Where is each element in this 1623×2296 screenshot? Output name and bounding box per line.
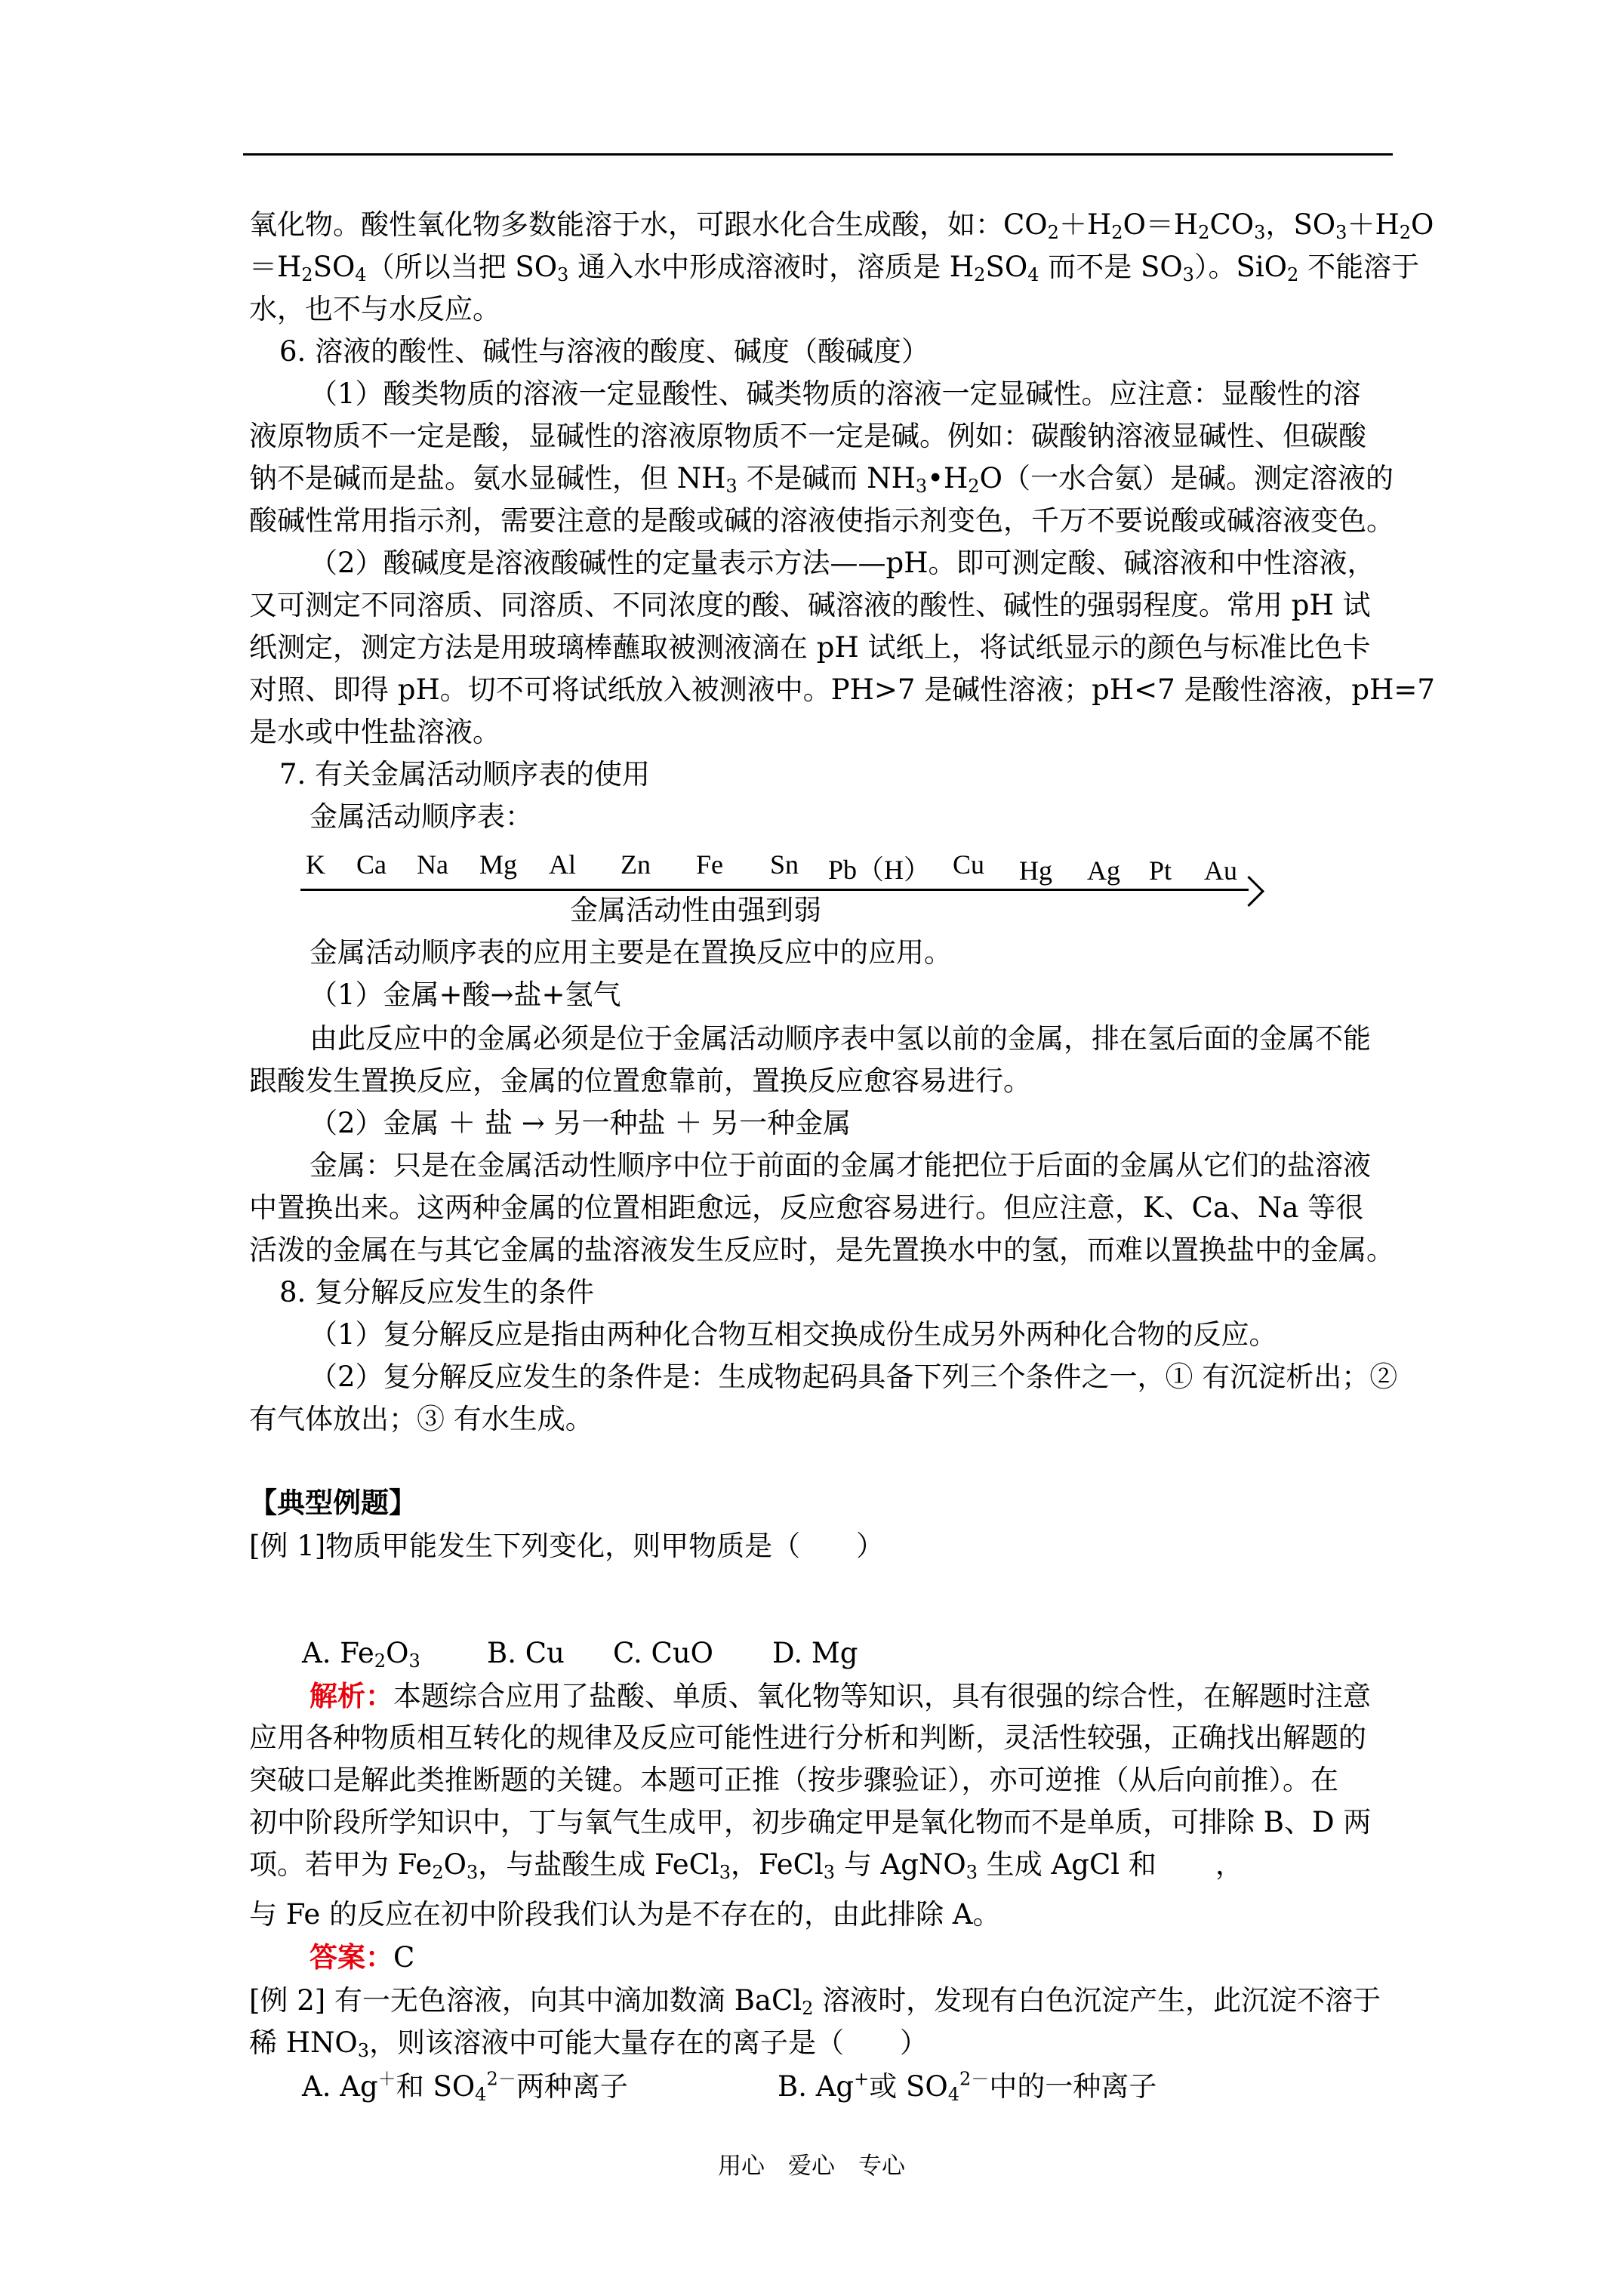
option-a: A. $Fe_2O_3$ (302, 1637, 420, 1672)
text-line: 有气体放出；③ 有水生成。 (249, 1403, 593, 1435)
text-line: 金属活动顺序表的应用主要是在置换反应中的应用。 (310, 936, 952, 969)
answer-line: 答案：C (310, 1940, 415, 1974)
text-line: （1）复分解反应是指由两种化合物互相交换成份生成另外两种化合物的反应。 (310, 1318, 1277, 1351)
option-b: B. Ag+或 $SO_4^{2-}$中的一种离子 (778, 2068, 1157, 2105)
section-heading: 8. 复分解反应发生的条件 (279, 1276, 595, 1308)
metal-label: Mg (479, 849, 518, 880)
metal-label: K (306, 849, 325, 880)
text-line: 由此反应中的金属必须是位于金属活动顺序表中氢以前的金属，排在氢后面的金属不能 (310, 1022, 1371, 1055)
text-line: 金属活动顺序表： (310, 800, 533, 833)
analysis-label: 解析： (310, 1679, 393, 1712)
text-line: 中置换出来。这两种金属的位置相距愈远，反应愈容易进行。但应注意，K、Ca、Na 等很 (249, 1191, 1364, 1224)
examples-title: 【典型例题】 (249, 1486, 417, 1519)
text-line: （2）复分解反应发生的条件是：生成物起码具备下列三个条件之一，① 有沉淀析出；② (310, 1361, 1398, 1393)
text-line: 突破口是解此类推断题的关键。本题可正推（按步骤验证），亦可逆推（从后向前推）。在 (249, 1764, 1338, 1796)
metal-label: Ca (356, 849, 387, 880)
option-a: A. Ag＋和 $SO_4^{2-}$两种离子 (302, 2068, 628, 2105)
text-line: 解析：本题综合应用了盐酸、单质、氧化物等知识，具有很强的综合性，在解题时注意 (310, 1679, 1371, 1712)
text-line: （2）酸碱度是溶液酸碱性的定量表示方法——pH。即可测定酸、碱溶液和中性溶液， (310, 547, 1375, 579)
header-rule (243, 153, 1393, 156)
text-line: 液原物质不一定是酸，显碱性的溶液原物质不一定是碱。例如：碳酸钠溶液显碱性、但碳酸 (249, 420, 1366, 452)
section-heading: 7. 有关金属活动顺序表的使用 (279, 758, 651, 791)
text-line: 对照、即得 pH。切不可将试纸放入被测液中。PH>7 是碱性溶液；pH<7 是酸性溶液，pH=7 (249, 673, 1435, 706)
example-2-question: [例 2] 有一无色溶液，向其中滴加数滴 BaCl$_2$ 溶液时，发现有白色沉淀产生，此沉淀不溶于 (249, 1984, 1381, 2019)
metal-label: Pb（H） (828, 855, 932, 885)
option-d: D. Mg (772, 1637, 858, 1669)
section-heading: 6. 溶液的酸性、碱性与溶液的酸度、碱度（酸碱度） (279, 335, 930, 368)
example-1-question: [例 1]物质甲能发生下列变化，则甲物质是（ ） (249, 1530, 885, 1562)
metal-label: Ag (1087, 855, 1120, 886)
metal-label: Hg (1019, 855, 1052, 886)
metal-label: Na (417, 849, 448, 880)
text-line: 纸测定，测定方法是用玻璃棒蘸取被测液滴在 pH 试纸上，将试纸显示的颜色与标准比色卡 (249, 631, 1371, 664)
text-line: 酸碱性常用指示剂，需要注意的是酸或碱的溶液使指示剂变色，千万不要说酸或碱溶液变色。 (249, 504, 1394, 537)
text-line: $=H_2SO_4$（所以当把 $SO_3$ 通入水中形成溶液时，溶质是 $H_2SO_4$ 而不是 $SO_3$）。SiO$_2$ 不能溶于 (249, 251, 1420, 285)
text-line: 钠不是碱而是盐。氨水显碱性，但 $NH_3$ 不是碱而 $NH_3•H_2O$（一水合氨）是碱。测定溶液的 (249, 462, 1394, 497)
metal-label: Au (1204, 855, 1237, 886)
option-c: C. CuO (613, 1637, 713, 1669)
text-line: 初中阶段所学知识中，丁与氧气生成甲，初步确定甲是氧化物而不是单质，可排除 B、D 两 (249, 1806, 1372, 1838)
arrow-right-icon (1233, 876, 1264, 907)
metal-label: Fe (696, 849, 723, 880)
text-line: 活泼的金属在与其它金属的盐溶液发生反应时，是先置换水中的氢，而难以置换盐中的金属。 (249, 1234, 1394, 1266)
metal-label: Zn (621, 849, 651, 880)
text-line: 又可测定不同溶质、同溶质、不同浓度的酸、碱溶液的酸性、碱性的强弱程度。常用 pH 试 (249, 589, 1371, 621)
text-line: （1）金属+酸→盐+氢气 (310, 978, 621, 1011)
text-line: （2）金属 ＋ 盐 → 另一种盐 ＋ 另一种金属 (310, 1107, 852, 1139)
metal-label: Cu (953, 849, 985, 880)
arrow-caption: 金属活动性由强到弱 (570, 894, 821, 926)
metal-label: Pt (1149, 855, 1172, 886)
page-footer: 用心 爱心 专心 (718, 2153, 905, 2180)
text-line: ， (1215, 1848, 1243, 1881)
option-b: B. Cu (487, 1637, 565, 1669)
text-line: （1）酸类物质的溶液一定显酸性、碱类物质的溶液一定显碱性。应注意：显酸性的溶 (310, 378, 1361, 410)
answer-label: 答案： (310, 1940, 393, 1974)
metal-label: Sn (770, 849, 799, 880)
text-line: 水，也不与水反应。 (249, 293, 500, 325)
text-line: 稀 $HNO_3$，则该溶液中可能大量存在的离子是（ ） (249, 2026, 929, 2061)
text-line: 是水或中性盐溶液。 (249, 716, 500, 748)
metal-label: Al (549, 849, 576, 880)
text-line: 项。若甲为 $Fe_2O_3$，与盐酸生成 FeCl$_3$，FeCl$_3$ 与 AgNO$_3$ 生成 AgCl 和 (249, 1848, 1156, 1883)
text-line: 与 Fe 的反应在初中阶段我们认为是不存在的，由此排除 A。 (249, 1898, 1001, 1931)
text-line: 跟酸发生置换反应，金属的位置愈靠前，置换反应愈容易进行。 (249, 1065, 1031, 1097)
text-line: 金属：只是在金属活动性顺序中位于前面的金属才能把位于后面的金属从它们的盐溶液 (310, 1149, 1371, 1182)
text-line: 应用各种物质相互转化的规律及反应可能性进行分析和判断，灵活性较强，正确找出解题的 (249, 1721, 1366, 1754)
text-line: 氧化物。酸性氧化物多数能溶于水，可跟水化合生成酸，如：$CO_2+H_2O=H_2CO_3$，$SO_3+H_2O$ (249, 208, 1434, 243)
